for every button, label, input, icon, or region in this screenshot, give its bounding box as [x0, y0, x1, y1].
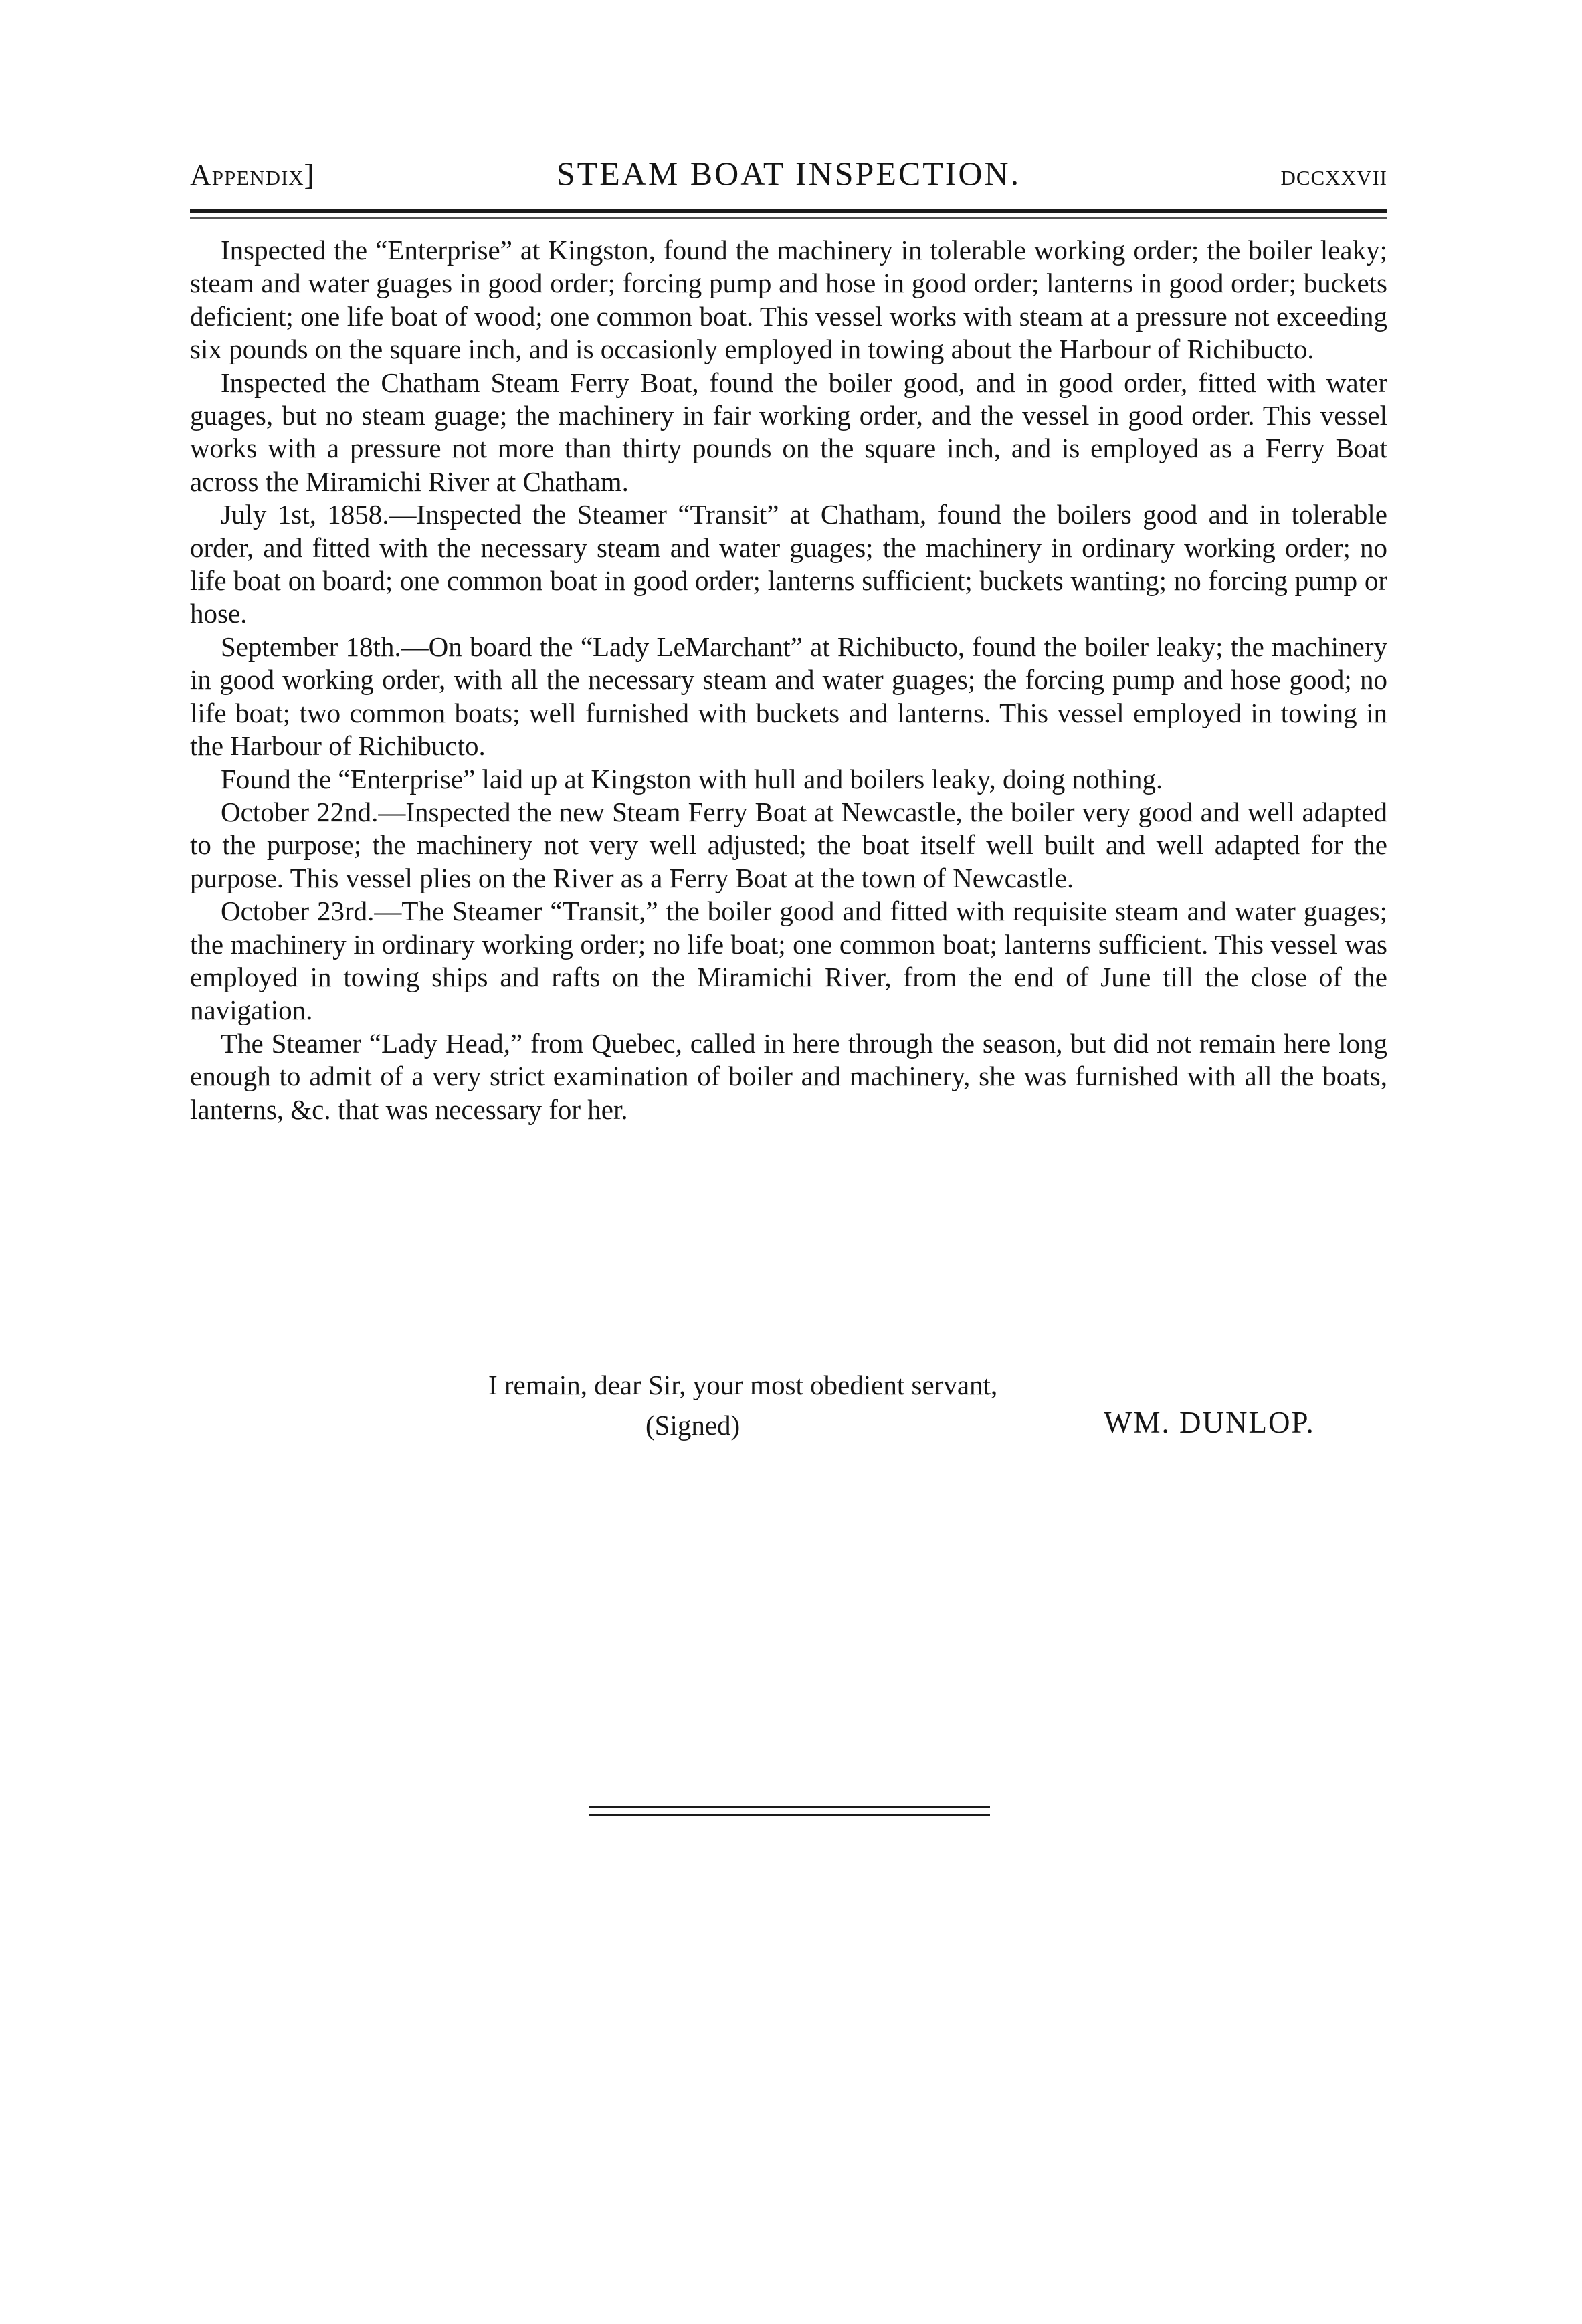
paragraph-lady-lemarchant: September 18th.—On board the “Lady LeMarchant” at Richibucto, found the boiler leaky; the machinery in good working order, with all the necessary steam and water guages; the forcing pump and hose good; no life boat; two common boats; well furnished with buckets and lanterns. This vessel employed in towing in the Harbour of Richibucto. — [190, 631, 1387, 762]
paragraph-transit-july: July 1st, 1858.—Inspected the Steamer “Transit” at Chatham, found the boilers good and in tolerable order, and fitted with the necessary steam and water guages; the machinery in ordinary working order; no life boat on board; one common boat in good order; lanterns sufficient; buckets wanting; no forcing pump or hose. — [190, 499, 1387, 629]
end-rule-bottom — [589, 1814, 990, 1816]
signature-name: WM. DUNLOP. — [1104, 1406, 1315, 1439]
running-head — [190, 154, 1387, 201]
report-body — [190, 234, 1387, 1126]
closing-salutation: I remain, dear Sir, your most obedient servant, — [488, 1370, 998, 1400]
paragraph-transit-october: October 23rd.—The Steamer “Transit,” the boiler good and fitted with requisite steam and water guages; the machinery in ordinary working order; no life boat; one common boat; lanterns sufficient. This vessel was employed in towing ships and rafts on the Miramichi River, from the end of June till the close of the navigation. — [190, 895, 1387, 1026]
paragraph-chatham-ferry: Inspected the Chatham Steam Ferry Boat, found the boiler good, and in good order, fitted with water guages, but no steam guage; the machinery in fair working order, and the vessel in good order. This vessel works with a pressure not more than thirty pounds on the square inch, and is employed as a Ferry Boat across the Miramichi River at Chatham. — [190, 366, 1387, 497]
header-appendix-label: Appendix] — [190, 159, 315, 191]
end-rule-top — [589, 1806, 990, 1808]
paragraph-lady-head: The Steamer “Lady Head,” from Quebec, called in here through the season, but did not remain here long enough to admit of a very strict examination of boiler and machinery, she was furnished with all the boats, lanterns, &c. that was necessary for her. — [190, 1027, 1387, 1125]
header-title: STEAM BOAT INSPECTION. — [556, 154, 1021, 192]
paragraph-enterprise-laid-up: Found the “Enterprise” laid up at Kingston with hull and boilers leaky, doing nothing. — [221, 763, 1163, 795]
header-page-number: dccxxvii — [1280, 159, 1387, 191]
header-rule-thin — [190, 217, 1387, 219]
signed-label: (Signed) — [646, 1410, 740, 1441]
paragraph-enterprise-kingston: Inspected the “Enterprise” at Kingston, found the machinery in tolerable working order; the boiler leaky; steam and water guages in good order; forcing pump and hose in good order; lanterns in good order; buckets deficient; one life boat of wood; one common boat. This vessel works with steam at a pressure not exceeding six pounds on the square inch, and is occasionly employed in towing about the Harbour of Richibucto. — [190, 235, 1387, 365]
header-rule — [190, 209, 1387, 213]
paragraph-newcastle-ferry: October 22nd.—Inspected the new Steam Ferry Boat at Newcastle, the boiler very good and well adapted to the purpose; the machinery not very well adjusted; the boat itself well built and well adapted for the purpose. This vessel plies on the River as a Ferry Boat at the town of Newcastle. — [190, 796, 1387, 893]
